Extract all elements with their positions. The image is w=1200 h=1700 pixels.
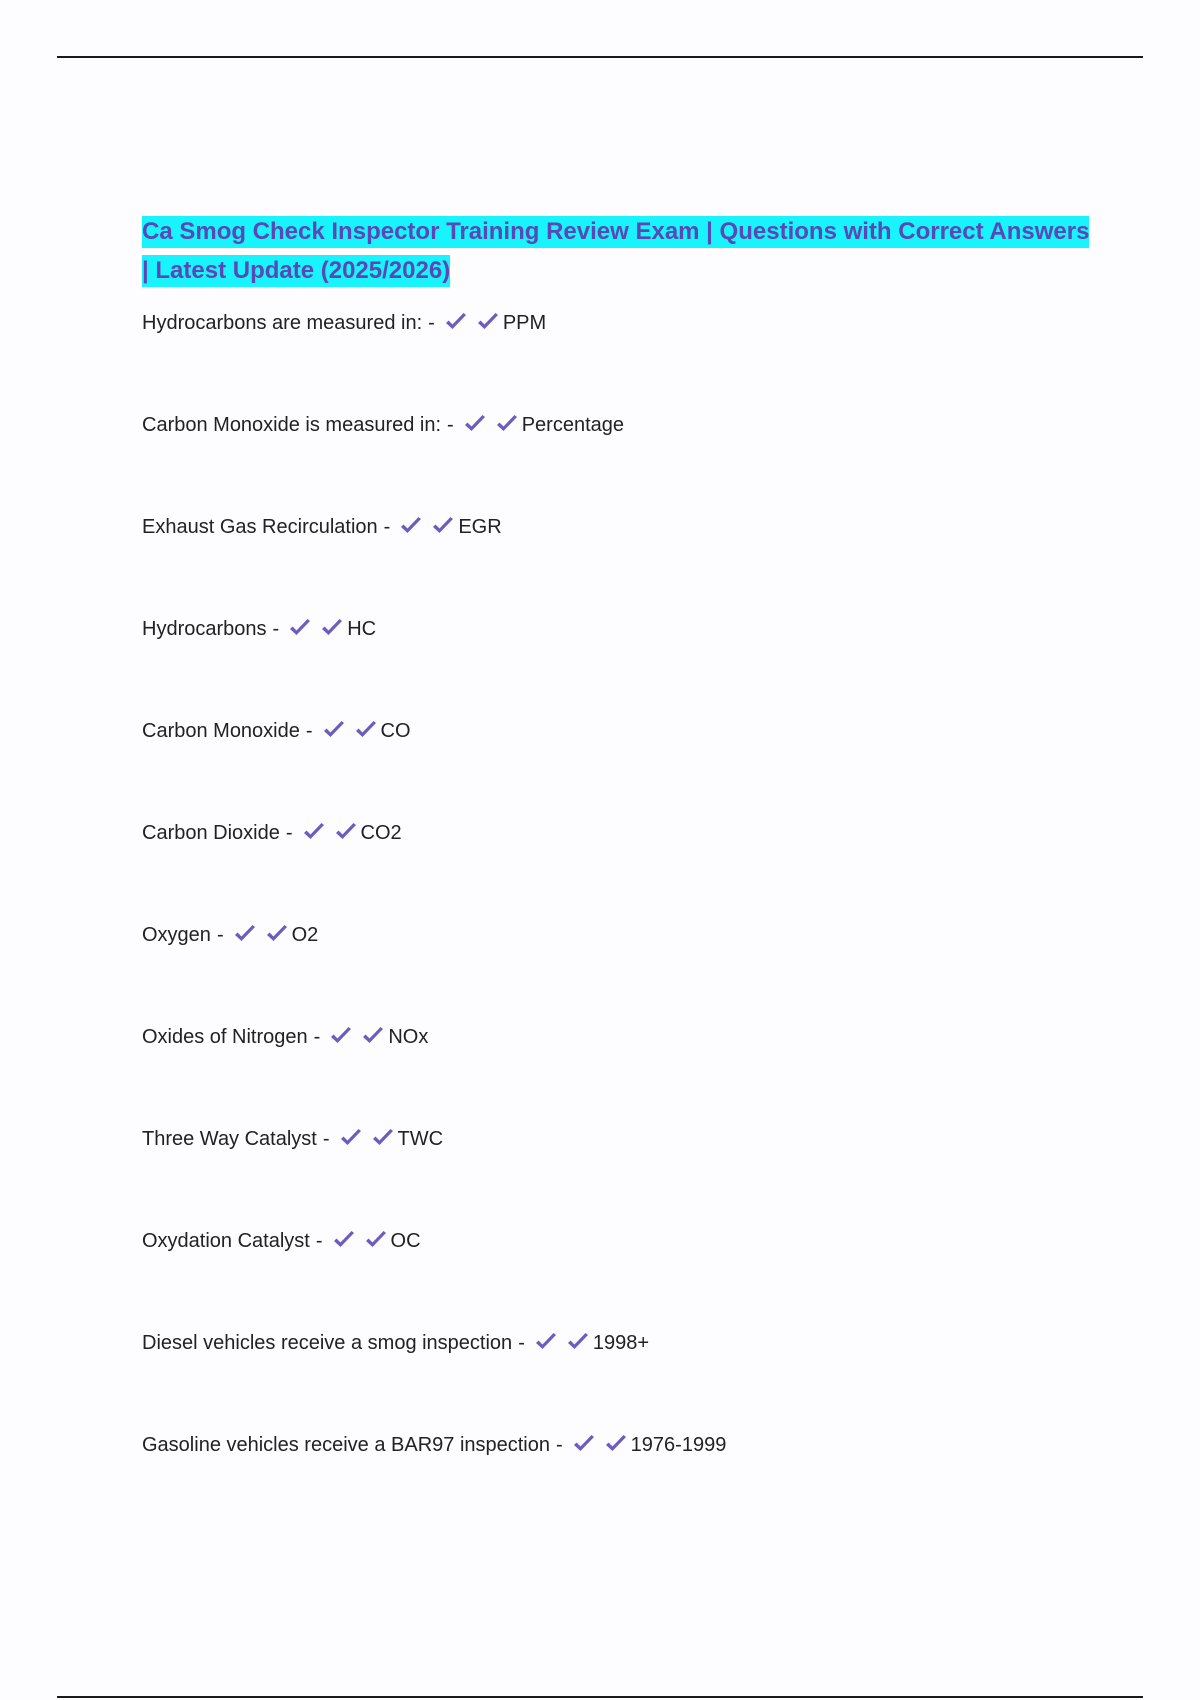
qa-item [142,1022,1102,1124]
checkmark-icon [565,1331,591,1353]
qa-item [142,614,1102,716]
separator: - [383,516,391,538]
qa-item [142,818,1102,920]
answer-text: PPM [502,312,547,334]
separator: - [313,1026,321,1048]
top-rule [57,56,1143,58]
checkmark-icon [494,413,520,435]
answer-text: EGR [458,516,502,538]
qa-item [142,716,1102,818]
checkmark-icon [331,1229,357,1251]
answer-text: HC [347,618,377,640]
answer-text: CO [380,720,411,742]
question-text: Exhaust Gas Recirculation [142,516,378,538]
separator: - [285,822,293,844]
separator: - [428,312,435,334]
separator: - [272,618,280,640]
question-text: Oxides of Nitrogen [142,1026,308,1048]
question-text: Diesel vehicles receive a smog inspection [142,1332,513,1354]
checkmark-icon [363,1229,389,1251]
checkmark-icon [232,923,258,945]
checkmark-icon [333,821,359,843]
question-text: Hydrocarbons are measured in: [142,312,423,334]
question-text: Three Way Catalyst [142,1128,317,1150]
checkmark-icon [462,413,488,435]
qa-item [142,1124,1102,1226]
document-title-text: Ca Smog Check Inspector Training Review Exam | Questions with Correct Answers | Latest Update (2025/2026) [142,216,1089,287]
question-text: Carbon Monoxide is measured in: [142,414,442,436]
separator: - [305,720,313,742]
checkmark-icon [370,1127,396,1149]
qa-item [142,920,1102,1022]
checkmark-icon [603,1433,629,1455]
answer-text: 1998+ [592,1332,650,1354]
answer-text: O2 [291,924,319,946]
document-title [142,212,1102,290]
checkmark-icon [264,923,290,945]
question-text: Carbon Monoxide [142,720,300,742]
qa-item [142,1226,1102,1328]
checkmark-icon [338,1127,364,1149]
answer-text: 1976-1999 [630,1434,727,1456]
separator: - [518,1332,525,1354]
answer-text: OC [390,1230,421,1252]
answer-text: CO2 [360,822,402,844]
separator: - [315,1230,323,1252]
checkmark-icon [398,515,424,537]
qa-item [142,308,1102,410]
answer-text: Percentage [521,414,625,436]
question-text: Gasoline vehicles receive a BAR97 inspection [142,1434,550,1456]
qa-item [142,410,1102,512]
question-text: Oxydation Catalyst [142,1230,310,1252]
answer-text: NOx [388,1026,429,1048]
checkmark-icon [571,1433,597,1455]
checkmark-icon [287,617,313,639]
answer-text: TWC [397,1128,444,1150]
checkmark-icon [430,515,456,537]
qa-list [142,308,1102,1532]
separator: - [556,1434,563,1456]
bottom-rule [57,1696,1143,1698]
checkmark-icon [301,821,327,843]
qa-item [142,512,1102,614]
qa-item [142,1430,1102,1532]
checkmark-icon [475,311,501,333]
separator: - [447,414,454,436]
checkmark-icon [443,311,469,333]
checkmark-icon [319,617,345,639]
checkmark-icon [321,719,347,741]
qa-item [142,1328,1102,1430]
checkmark-icon [328,1025,354,1047]
question-text: Hydrocarbons [142,618,267,640]
checkmark-icon [353,719,379,741]
checkmark-icon [360,1025,386,1047]
question-text: Oxygen [142,924,211,946]
question-text: Carbon Dioxide [142,822,280,844]
document-content [142,212,1102,1532]
separator: - [216,924,224,946]
separator: - [322,1128,330,1150]
checkmark-icon [533,1331,559,1353]
